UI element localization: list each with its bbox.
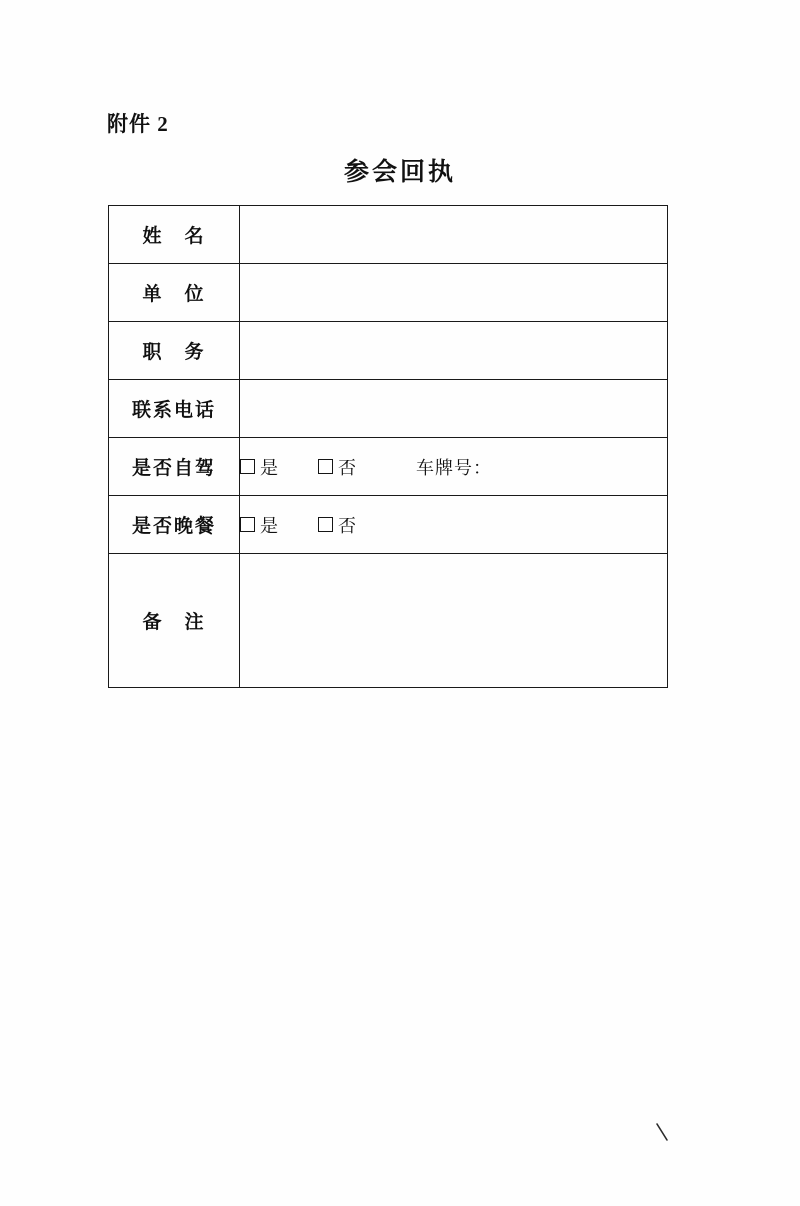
row-label-phone: 联系电话: [109, 380, 240, 438]
checkbox-icon[interactable]: [318, 459, 333, 474]
dinner-yes-option[interactable]: [240, 512, 278, 538]
table-row: [109, 380, 668, 438]
row-label-self-drive: 是否自驾: [109, 438, 240, 496]
table-row: [109, 206, 668, 264]
field-position-value[interactable]: [240, 322, 668, 380]
row-label-position: 职 务: [109, 322, 240, 380]
dinner-yes-label: 是: [260, 515, 278, 536]
dinner-choice-group: [240, 512, 667, 538]
table-row: [109, 554, 668, 688]
field-name-value[interactable]: [240, 206, 668, 264]
field-self-drive-options: [240, 438, 668, 496]
table-row: [109, 322, 668, 380]
table-row: [109, 496, 668, 554]
dinner-no-option[interactable]: [318, 512, 356, 538]
attachment-label: 附件 2: [107, 112, 169, 136]
dinner-no-label: 否: [338, 515, 356, 536]
self-drive-choice-group: [240, 454, 667, 480]
page-title: 参会回执: [343, 159, 456, 186]
stray-pen-mark-icon: [655, 1122, 671, 1142]
registration-receipt-table: [108, 205, 668, 688]
table-row: [109, 264, 668, 322]
row-label-dinner: 是否晚餐: [109, 496, 240, 554]
checkbox-icon[interactable]: [240, 459, 255, 474]
self-drive-yes-option[interactable]: [240, 454, 278, 480]
row-label-notes: 备 注: [109, 554, 240, 688]
plate-number-label: 车牌号：: [416, 457, 492, 478]
checkbox-icon[interactable]: [318, 517, 333, 532]
field-dinner-options: [240, 496, 668, 554]
field-notes-value[interactable]: [240, 554, 668, 688]
row-label-name: 姓 名: [109, 206, 240, 264]
table-row: [109, 438, 668, 496]
self-drive-no-label: 否: [338, 457, 356, 478]
field-phone-value[interactable]: [240, 380, 668, 438]
row-label-organization: 单 位: [109, 264, 240, 322]
checkbox-icon[interactable]: [240, 517, 255, 532]
field-organization-value[interactable]: [240, 264, 668, 322]
self-drive-no-option[interactable]: [318, 454, 356, 480]
self-drive-yes-label: 是: [260, 457, 278, 478]
